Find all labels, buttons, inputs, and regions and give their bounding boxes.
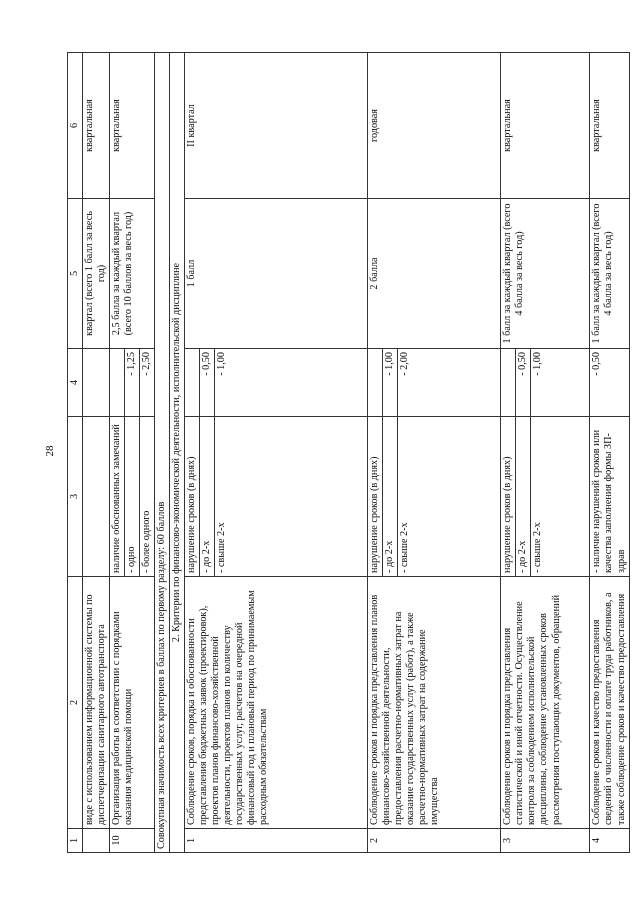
sub-indicator: - свыше 2-х	[531, 417, 590, 577]
col-header-5: 5	[68, 199, 83, 349]
sub-indicator: - до 2-х	[516, 417, 531, 577]
table-row	[590, 53, 629, 853]
period-cell: квартальная	[590, 53, 629, 199]
sub-value: - 1,00	[383, 349, 398, 417]
row-number: 4	[590, 829, 629, 853]
table-row	[368, 53, 383, 853]
col-header-4: 4	[68, 349, 83, 417]
criterion-cell: Соблюдение сроков и порядка представления статистической и иной отчетности. Осуществление контроля за соблюдением исполнительской дисциплины, соблюдение установленных сроков рассмотрения поступающих документов, обращений	[501, 577, 590, 829]
points-cell: 2,5 балла за каждый квартал (всего 10 баллов за весь год)	[110, 199, 155, 349]
col-header-1: 1	[68, 829, 83, 853]
page-number: 28	[44, 445, 56, 457]
indicator-cell: - наличие нарушений сроков или качества заполнения формы ЗП-здрав	[590, 417, 629, 577]
header-row	[68, 53, 83, 853]
row-number: 10	[110, 829, 155, 853]
sub-value: - 1,25	[125, 349, 140, 417]
sub-indicator: - одно	[125, 417, 140, 577]
criterion-cell: Соблюдение сроков, порядка и обоснованности представления бюджетных заявок (проектировок), проектов планов финансово-хозяйственной деятельности, проектов планов по количеству государственных услуг, расчетов на очередной финансовый год и плановый период по принимаемым расходным обязательствам	[185, 577, 368, 829]
table-row	[501, 53, 516, 853]
criterion-cell: Соблюдение сроков и порядка представления планов финансово-хозяйственной деятельности, предоставления расчетно-нормативных затрат на оказание государственных услуг (работ), а также расчетно-нормативных затрат на содержание имущества	[368, 577, 501, 829]
table-row	[83, 53, 110, 853]
sub-value: - 0,50	[516, 349, 531, 417]
total-text: Совокупная значимость всех критериев в баллах по первому разделу: 60 баллов	[155, 53, 170, 853]
sub-value: - 1,00	[215, 349, 368, 417]
criterion-cell: Соблюдение сроков и качество предоставления сведений о численности и оплате труда работников, а также соблюдение сроков и качество предоставления	[590, 577, 629, 829]
indicator-cell: нарушение сроков (в днях)	[368, 417, 383, 577]
period-cell: II квартал	[185, 53, 368, 199]
indicator-cell: наличие обоснованных замечаний	[110, 417, 125, 577]
total-row	[155, 53, 170, 853]
sub-indicator: - до 2-х	[200, 417, 215, 577]
sub-value: - 0,50	[200, 349, 215, 417]
criteria-table	[67, 52, 630, 853]
period-cell: квартальная	[83, 53, 110, 199]
sub-value: - 2,00	[398, 349, 501, 417]
period-cell: квартальная	[501, 53, 590, 199]
points-cell: квартал (всего 1 балл за весь год)	[83, 199, 110, 349]
points-cell: 2 балла	[368, 199, 501, 349]
criterion-cell: Организация работы в соответствии с порядками оказания медицинской помощи	[110, 577, 155, 829]
indicator-cell: нарушение сроков (в днях)	[185, 417, 200, 577]
row-number: 1	[185, 829, 368, 853]
sub-indicator: - свыше 2-х	[215, 417, 368, 577]
sub-indicator: - более одного	[140, 417, 155, 577]
period-cell: квартальная	[110, 53, 155, 199]
value-cell: - 0,50	[590, 349, 629, 417]
row-number: 2	[368, 829, 501, 853]
criterion-cell: виде с использованием информационной системы по диспетчеризации санитарного автотранспорта	[83, 577, 110, 829]
points-cell: 1 балл	[185, 199, 368, 349]
sub-value: - 1,00	[531, 349, 590, 417]
section-title: 2. Критерии по финансово-экономической деятельности, исполнительской дисциплине	[170, 53, 185, 853]
table-row	[110, 53, 125, 853]
rotated-table-container	[67, 53, 627, 853]
col-header-6: 6	[68, 53, 83, 199]
section-row	[170, 53, 185, 853]
period-cell: годовая	[368, 53, 501, 199]
points-cell: 1 балл за каждый квартал (всего 4 балла за весь год)	[501, 199, 590, 349]
col-header-3: 3	[68, 417, 83, 577]
points-cell: 1 балл за каждый квартал (всего 4 балла за весь год)	[590, 199, 629, 349]
row-number: 3	[501, 829, 590, 853]
col-header-2: 2	[68, 577, 83, 829]
sub-value: - 2,50	[140, 349, 155, 417]
sub-indicator: - до 2-х	[383, 417, 398, 577]
indicator-cell: нарушение сроков (в днях)	[501, 417, 516, 577]
table-row	[185, 53, 200, 853]
sub-indicator: - свыше 2-х	[398, 417, 501, 577]
